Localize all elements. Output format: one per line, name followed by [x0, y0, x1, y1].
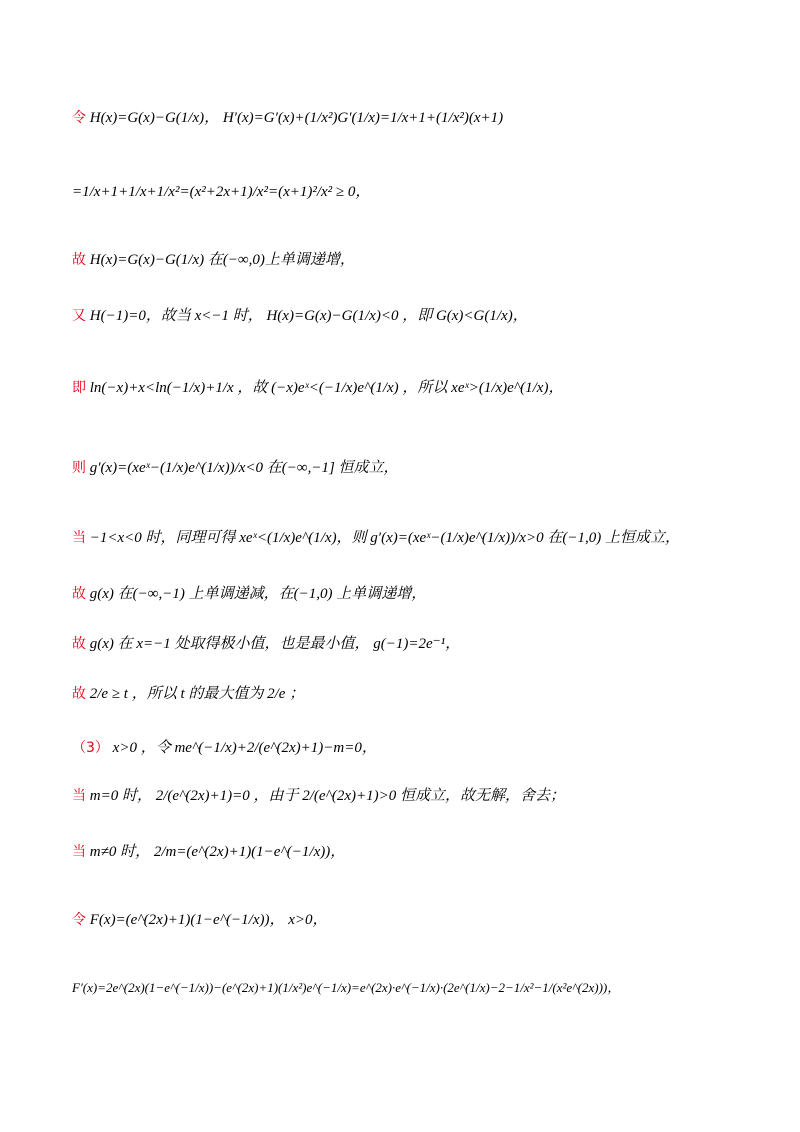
line-7: 当 −1<x<0 时，同理可得 xeˣ<(1/x)e^(1/x)，则 g′(x)=(xeˣ−(1/x)e^(1/x))/x>0 在(−1,0) 上恒成立， — [72, 530, 680, 546]
line-9: 故 g(x) 在 x=−1 处取得极小值，也是最小值， g(−1)=2e⁻¹， — [72, 636, 461, 652]
line-4: 又 H(−1)=0，故当 x<−1 时， H(x)=G(x)−G(1/x)<0 ，即 G(x)<G(1/x)， — [72, 308, 528, 324]
line-6: 则 g′(x)=(xeˣ−(1/x)e^(1/x))/x<0 在(−∞,−1] 恒成立， — [72, 460, 399, 476]
line-10: 故 2/e ≥ t ，所以 t 的最大值为 2/e ； — [72, 686, 305, 702]
line-3: 故 H(x)=G(x)−G(1/x) 在(−∞,0)上单调递增， — [72, 252, 355, 268]
line-15: F′(x)=2e^(2x)(1−e^(−1/x))−(e^(2x)+1)(1/x²)e^(−1/x)=e^(2x)·e^(−1/x)·(2e^(1/x)−2−1/x²−1/(x²e^(2x)))， — [72, 980, 621, 995]
line-14: 令 F(x)=(e^(2x)+1)(1−e^(−1/x))， x>0， — [72, 912, 328, 928]
line-11: （3） x>0 ，令 me^(−1/x)+2/(e^(2x)+1)−m=0， — [72, 740, 377, 756]
line-2: =1/x+1+1/x+1/x²=(x²+2x+1)/x²=(x+1)²/x² ≥ 0， — [72, 184, 371, 200]
line-13: 当 m≠0 时， 2/m=(e^(2x)+1)(1−e^(−1/x))， — [72, 844, 346, 860]
line-12: 当 m=0 时， 2/(e^(2x)+1)=0 ，由于 2/(e^(2x)+1)>0 恒成立，故无解，舍去； — [72, 788, 566, 804]
line-8: 故 g(x) 在(−∞,−1) 上单调递减，在(−1,0) 上单调递增， — [72, 586, 427, 602]
line-1: 令 H(x)=G(x)−G(1/x)， H′(x)=G′(x)+(1/x²)G′(1/x)=1/x+1+(1/x²)(x+1) — [72, 110, 504, 126]
line-5: 即 ln(−x)+x<ln(−1/x)+1/x ，故 (−x)eˣ<(−1/x)e^(1/x) ，所以 xeˣ>(1/x)e^(1/x)， — [72, 380, 564, 396]
